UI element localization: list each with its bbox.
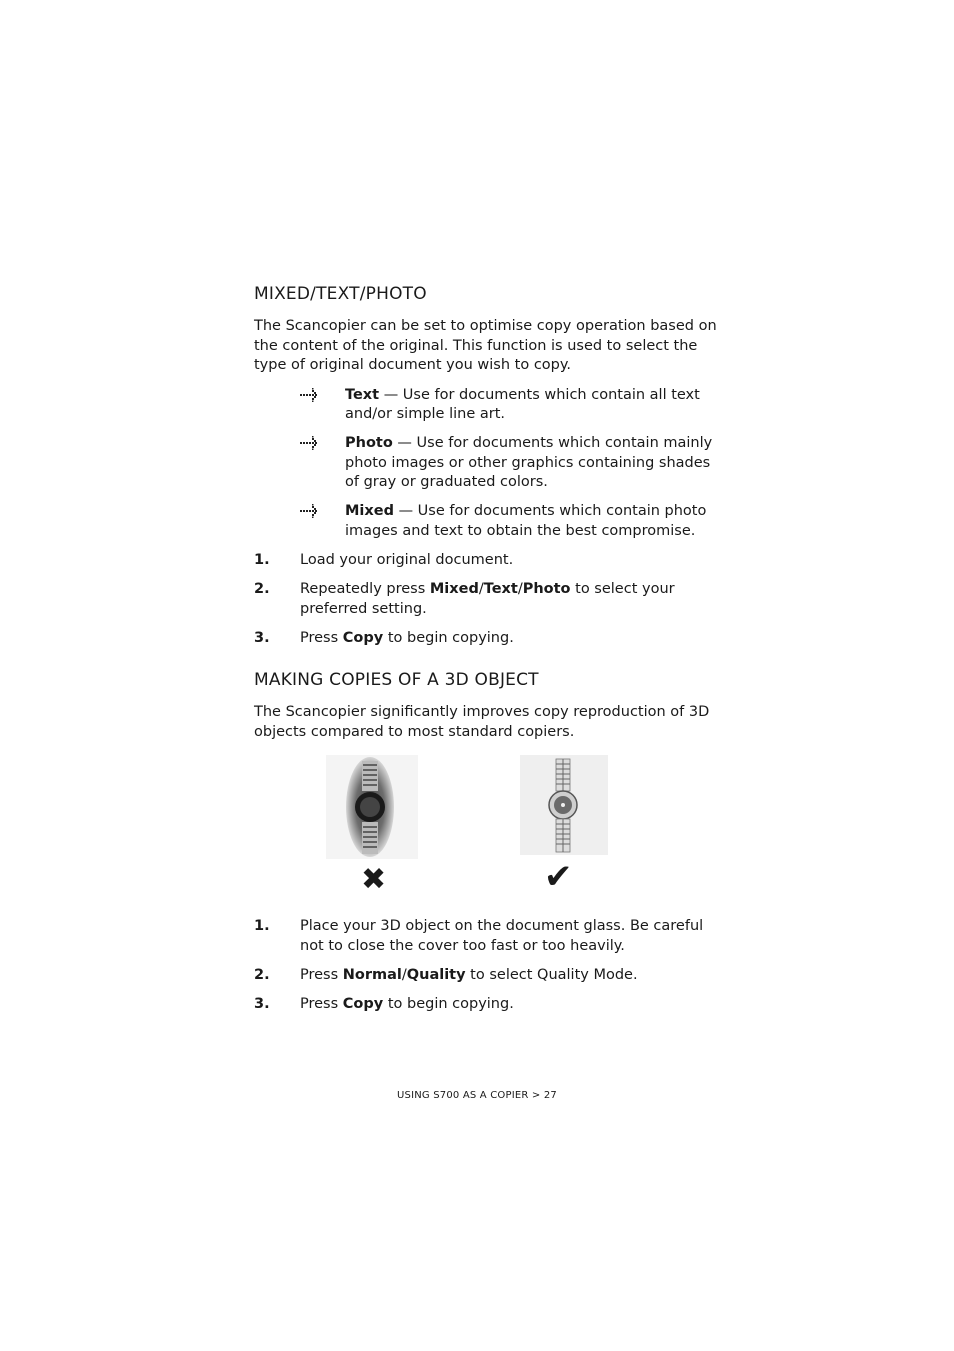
bullet-list (254, 386, 724, 542)
step-item (254, 580, 724, 619)
step-text: Repeatedly press (300, 581, 430, 597)
dotted-arrow-icon (299, 387, 321, 403)
bullet-description: — Use for documents which contain all text and/or simple line art. (345, 386, 700, 422)
watch-image-good-copy (520, 755, 608, 855)
step-key-label: Copy (342, 995, 384, 1012)
step-item (254, 995, 724, 1015)
step-key-label: Photo (522, 581, 571, 597)
step-key-label: Copy (342, 629, 384, 646)
step-item (254, 551, 724, 571)
step-item (254, 629, 724, 649)
step-text: Place your 3D object on the document glass. Be careful not to close the cover too fast or too heavily. (300, 918, 704, 954)
step-key-label: Mixed (429, 581, 479, 597)
step-key-label: Normal (342, 966, 402, 983)
step-number: 3. (254, 995, 270, 1012)
bullet-term: Mixed (345, 503, 394, 519)
step-text: / (517, 581, 523, 597)
step-text: to select your preferred setting. (300, 581, 675, 617)
step-number: 1. (254, 918, 270, 934)
step-text: to begin copying. (383, 995, 514, 1012)
steps-list (254, 917, 724, 1014)
dotted-arrow-icon (299, 435, 321, 451)
cross-icon: ✖ (361, 862, 387, 897)
checkmark-icon: ✔ (544, 857, 573, 897)
step-number: 3. (254, 629, 270, 646)
dotted-arrow-icon (299, 503, 321, 519)
step-text: / (478, 581, 484, 597)
bullet-term: Text (345, 386, 380, 403)
step-number: 1. (254, 552, 270, 568)
step-text: Press (300, 966, 343, 983)
step-text: Press (300, 995, 343, 1012)
step-text: Press (300, 629, 343, 646)
steps-list (254, 551, 724, 648)
comparison-figures (254, 755, 724, 905)
step-key-label: Quality (406, 966, 466, 983)
watch-image-poor-copy (326, 755, 418, 859)
step-key-label: Text (483, 581, 518, 597)
page-content (254, 283, 724, 1024)
bullet-item (254, 502, 724, 541)
page-footer: USING S700 AS A COPIER > 27 (397, 1090, 557, 1101)
bullet-item (254, 434, 724, 493)
section-intro: The Scancopier significantly improves copy reproduction of 3D objects compared to most standard copiers. (254, 704, 710, 740)
section-heading-mixed-text-photo: MIXED/TEXT/PHOTO (254, 284, 427, 304)
bullet-description: — Use for documents which contain mainly photo images or other graphics containing shades of gray or graduated colors. (345, 435, 713, 490)
step-number: 2. (254, 581, 270, 597)
section-heading-3d-object: MAKING COPIES OF A 3D OBJECT (254, 670, 539, 690)
step-item (254, 917, 724, 956)
bullet-term: Photo (345, 435, 393, 451)
step-text: to select Quality Mode. (465, 966, 638, 983)
step-number: 2. (254, 966, 270, 983)
step-text: / (401, 966, 407, 983)
section-intro: The Scancopier can be set to optimise copy operation based on the content of the original. This function is used to select the type of original document you wish to copy. (254, 318, 717, 373)
bullet-item (254, 386, 724, 425)
step-item (254, 966, 724, 986)
step-text: Load your original document. (300, 552, 514, 568)
step-text: to begin copying. (383, 629, 514, 646)
bullet-description: — Use for documents which contain photo images and text to obtain the best compromise. (345, 503, 707, 539)
